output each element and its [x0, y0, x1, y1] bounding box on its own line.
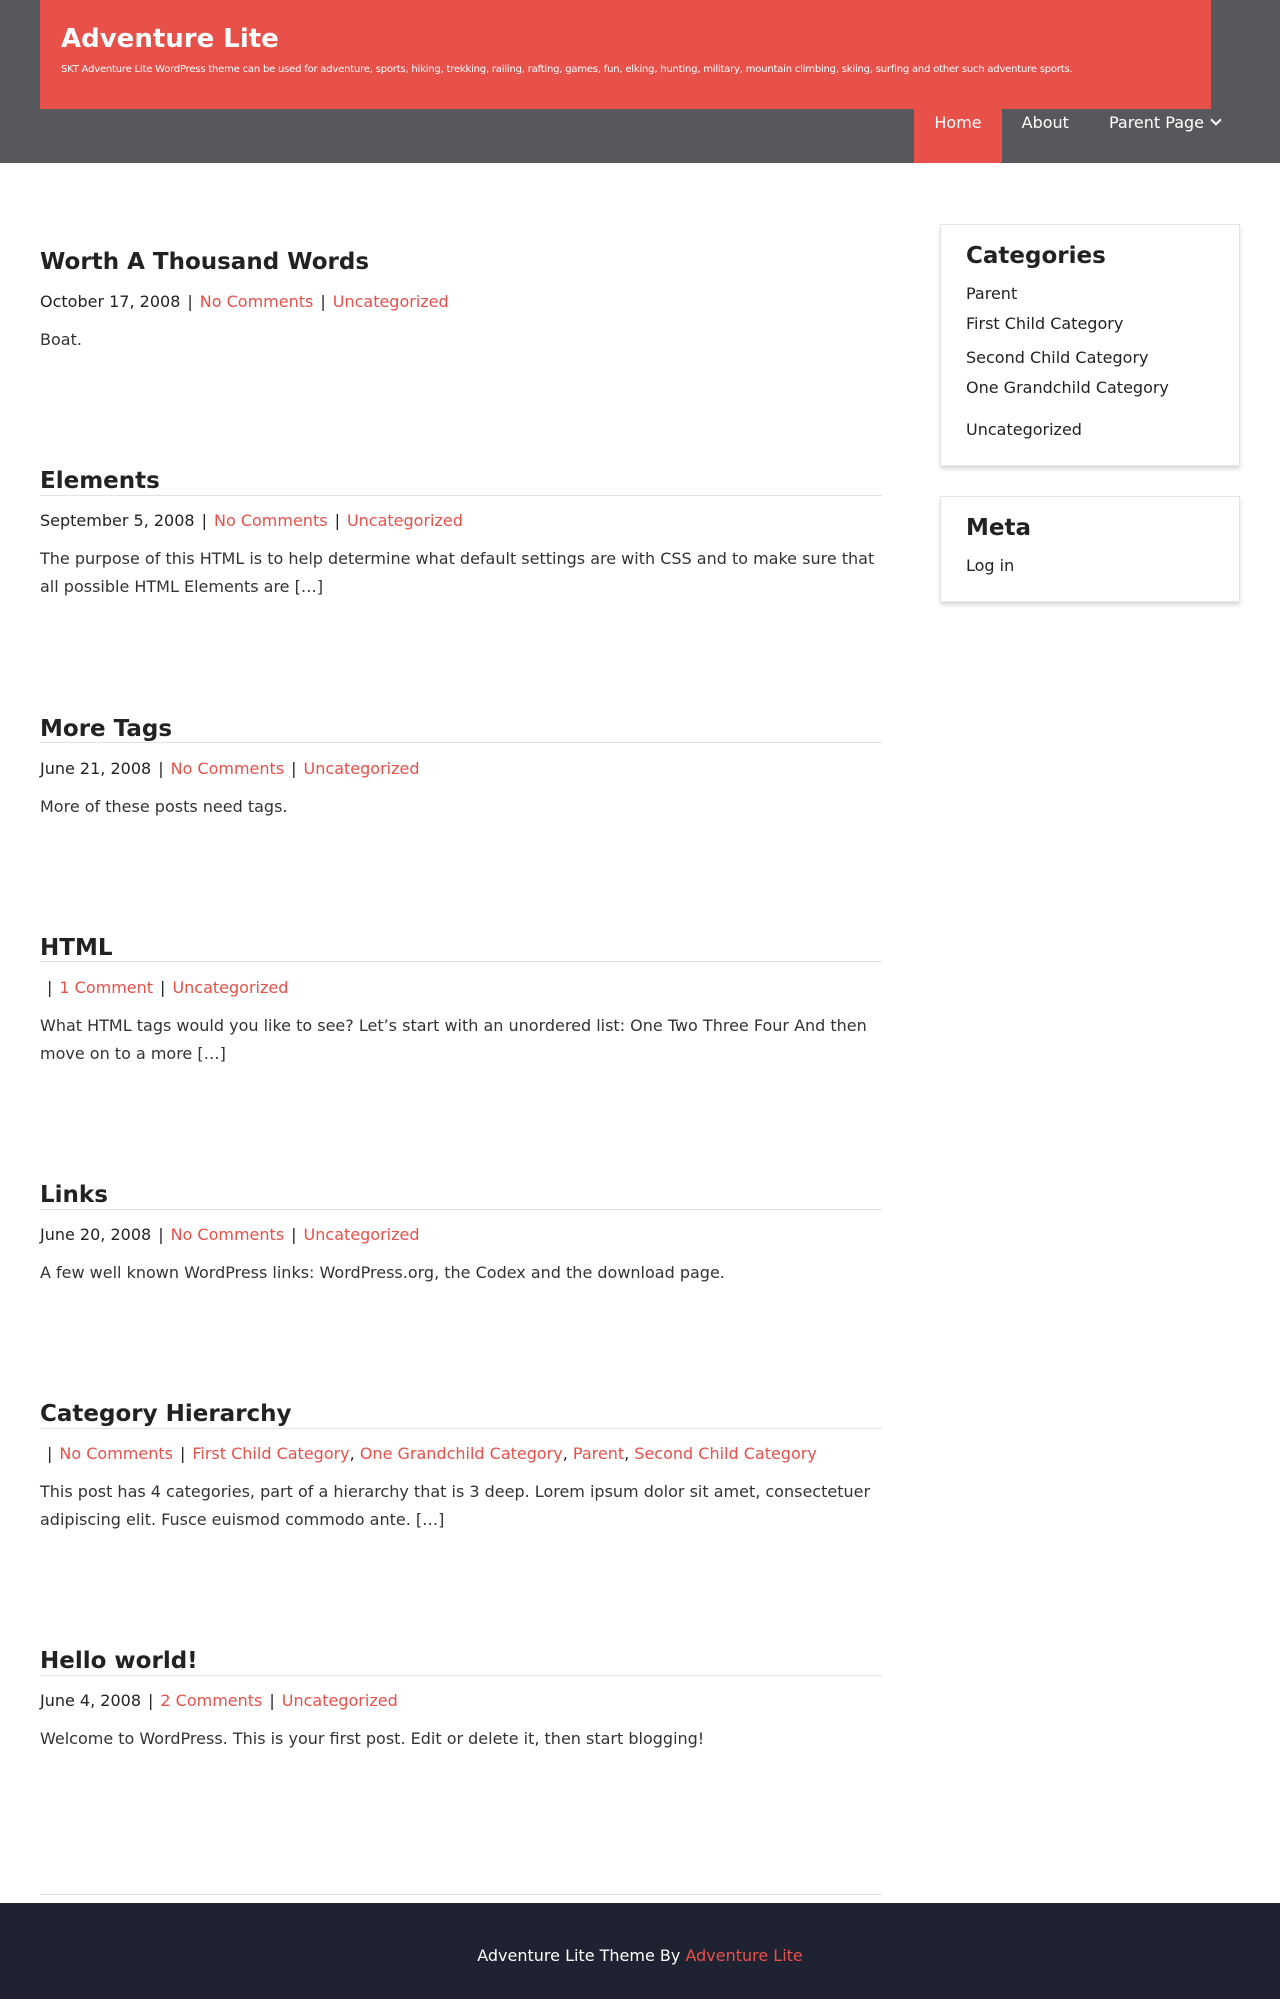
post-meta: June 21, 2008 | No Comments | Uncategorized — [40, 759, 420, 778]
site-branding — [40, 0, 1211, 109]
post-meta: June 20, 2008 | No Comments | Uncategorized — [40, 1225, 420, 1244]
post-category-link[interactable]: One Grandchild Category — [359, 1444, 563, 1463]
post-article — [40, 714, 882, 962]
post-title-link[interactable]: Category Hierarchy — [40, 1401, 292, 1427]
post-article — [40, 1180, 882, 1429]
post-date: June 4, 2008 — [40, 1691, 141, 1710]
post-title-link[interactable]: HTML — [40, 935, 113, 961]
post-category-link[interactable]: Uncategorized — [303, 759, 420, 778]
list-item — [966, 283, 1214, 305]
site-header — [0, 0, 1280, 163]
post-category-link[interactable]: Second Child Category — [634, 1444, 817, 1463]
post-category-link[interactable]: Uncategorized — [346, 511, 463, 530]
post-excerpt: This post has 4 categories, part of a hierarchy that is 3 deep. Lorem ipsum dolor sit amet, consectetuer adipiscing elit. Fusce euismod commodo ante. […] — [40, 1482, 871, 1529]
post-excerpt: A few well known WordPress links: WordPress.org, the Codex and the download page. — [40, 1263, 725, 1282]
post-comments-link[interactable]: No Comments — [213, 511, 328, 530]
post-date: September 5, 2008 — [40, 511, 195, 530]
post-comments-link[interactable]: No Comments — [170, 1225, 285, 1244]
widget-title: Meta — [966, 515, 1032, 541]
post-excerpt: Boat. — [40, 330, 82, 349]
post-comments-link[interactable]: No Comments — [170, 759, 285, 778]
site-description: SKT Adventure Lite WordPress theme can be used for adventure, sports, hiking, trekking, railing, rafting, games, fun, elking, hunting, military, mountain climbing, skiing, surfing and other such adventure sports. — [61, 64, 1073, 75]
nav-item-about[interactable] — [1002, 109, 1089, 163]
post-meta: | 1 Comment | Uncategorized — [47, 978, 289, 997]
post-category-link[interactable]: Parent — [572, 1444, 625, 1463]
post-date: June 21, 2008 — [40, 759, 152, 778]
meta-list — [966, 555, 1214, 577]
meta-widget — [940, 496, 1240, 602]
post-category-link[interactable]: Uncategorized — [281, 1691, 398, 1710]
post-title-link[interactable]: More Tags — [40, 716, 173, 742]
post-category-link[interactable]: Uncategorized — [303, 1225, 420, 1244]
nav-item-parent-page[interactable] — [1089, 109, 1240, 163]
categories-widget — [940, 224, 1240, 466]
post-excerpt: Welcome to WordPress. This is your first post. Edit or delete it, then start blogging! — [40, 1729, 705, 1748]
nav-item-label: Parent Page — [1108, 113, 1204, 132]
category-link-second-child[interactable]: Second Child Category — [966, 348, 1149, 367]
post-comments-link[interactable]: 2 Comments — [160, 1691, 263, 1710]
post-category-link[interactable]: Uncategorized — [172, 978, 289, 997]
post-excerpt: What HTML tags would you like to see? Let’s start with an unordered list: One Two Three Four And then move on to a more […] — [40, 1016, 867, 1063]
post-date: June 20, 2008 — [40, 1225, 152, 1244]
post-category-link[interactable]: First Child Category — [192, 1444, 350, 1463]
nav-item-label: About — [1021, 113, 1069, 132]
list-item — [966, 377, 1214, 399]
login-link[interactable]: Log in — [966, 556, 1015, 575]
post-meta: September 5, 2008 | No Comments | Uncategorized — [40, 511, 463, 530]
post-article — [40, 1399, 882, 1676]
post-article — [40, 466, 882, 743]
sidebar — [940, 224, 1240, 632]
post-meta: | No Comments | First Child Category, One Grandchild Category, Parent, Second Child Category — [47, 1444, 817, 1463]
nav-item-home[interactable] — [914, 109, 1001, 163]
list-item — [966, 419, 1214, 441]
post-title-link[interactable]: Worth A Thousand Words — [40, 249, 370, 275]
list-item — [966, 555, 1214, 577]
site-footer — [0, 1903, 1280, 1999]
post-excerpt: More of these posts need tags. — [40, 797, 288, 816]
post-title-link[interactable]: Hello world! — [40, 1648, 198, 1674]
post-comments-link[interactable]: No Comments — [59, 1444, 173, 1463]
post-date: October 17, 2008 — [40, 292, 181, 311]
post-comments-link[interactable]: No Comments — [199, 292, 314, 311]
post-title-link[interactable]: Links — [40, 1182, 108, 1208]
list-item — [966, 313, 1214, 335]
nav-item-label: Home — [934, 113, 982, 132]
post-article — [40, 247, 882, 496]
chevron-down-icon — [1210, 114, 1221, 125]
post-comments-link[interactable]: 1 Comment — [59, 978, 154, 997]
main-navigation — [914, 109, 1240, 163]
category-link-uncategorized[interactable]: Uncategorized — [966, 420, 1082, 439]
category-list — [966, 283, 1214, 441]
footer-credit-text: Adventure Lite Theme By — [477, 1946, 681, 1965]
post-excerpt: The purpose of this HTML is to help determine what default settings are with CSS and to make sure that all possible HTML Elements are […] — [40, 549, 875, 596]
list-item — [966, 347, 1214, 369]
post-article — [40, 933, 882, 1210]
category-link-first-child[interactable]: First Child Category — [966, 314, 1124, 333]
footer-credit-link[interactable]: Adventure Lite — [685, 1946, 803, 1965]
category-link-one-grandchild[interactable]: One Grandchild Category — [966, 378, 1169, 397]
widget-title: Categories — [966, 243, 1106, 269]
site-title-link[interactable]: Adventure Lite — [61, 24, 279, 54]
category-link-parent[interactable]: Parent — [966, 284, 1018, 303]
post-title-link[interactable]: Elements — [40, 468, 160, 494]
post-meta: June 4, 2008 | 2 Comments | Uncategorized — [40, 1691, 398, 1710]
post-article — [40, 1646, 882, 1895]
post-meta: October 17, 2008 | No Comments | Uncategorized — [40, 292, 449, 311]
post-category-link[interactable]: Uncategorized — [332, 292, 449, 311]
